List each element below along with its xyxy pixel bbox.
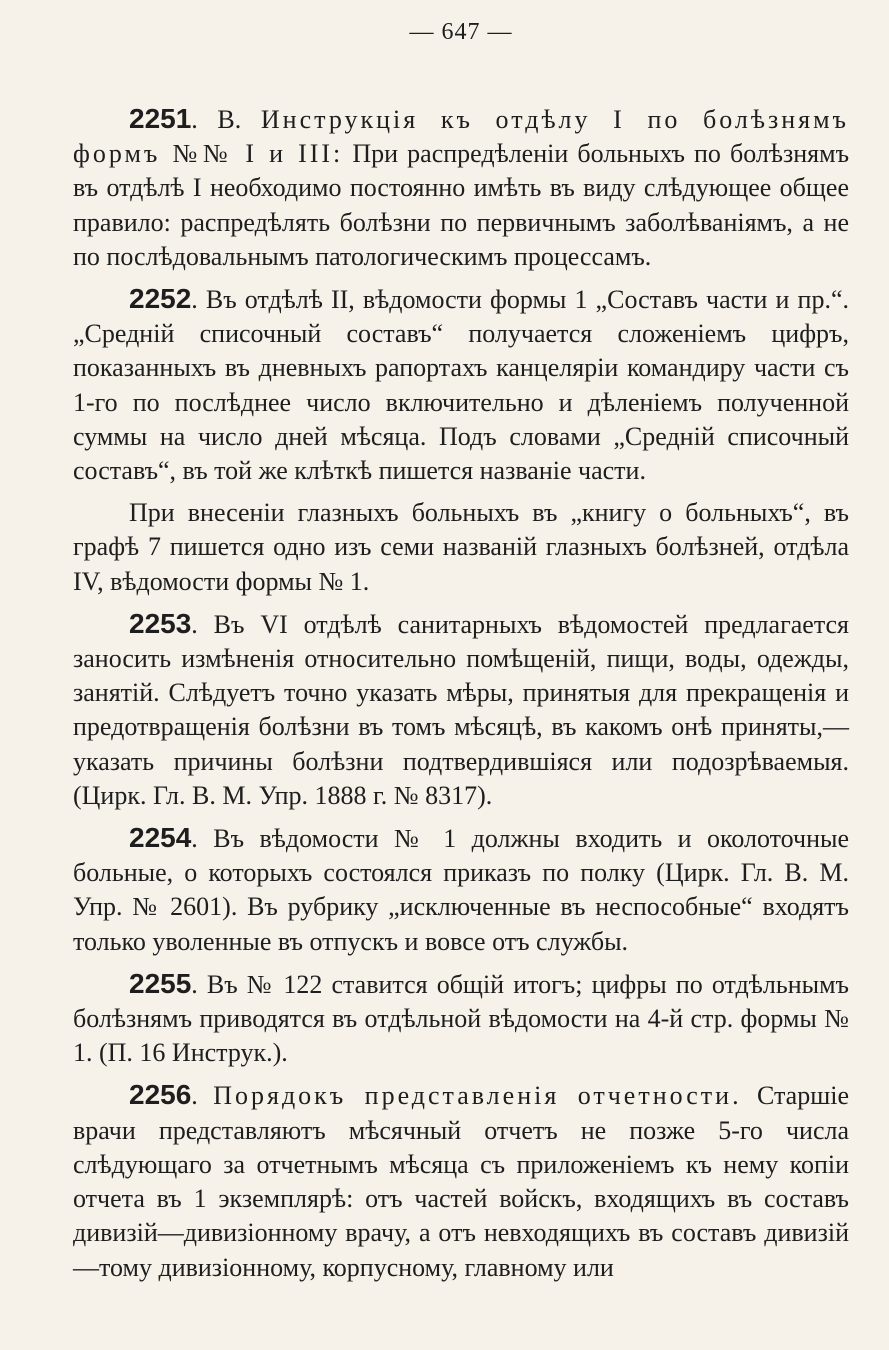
paragraph-2252 — [73, 282, 849, 488]
paragraph-text: . Въ VI отдѣлѣ санитарныхъ вѣдомостей предлагается заносить измѣненія относительно помѣщеній, пищи, воды, одежды, занятій. Слѣдуетъ точно указать мѣры, принятыя для прекращенія и предотвращенія болѣзни въ томъ мѣсяцѣ, въ какомъ онѣ приняты,—указать причины болѣзни подтвердившіяся или подозрѣваемыя. (Цирк. Гл. В. М. Упр. 1888 г. № 8317). — [73, 609, 849, 810]
paragraph-lead: . — [191, 1081, 214, 1111]
paragraph-number: 2254 — [129, 822, 192, 854]
section-title: Порядокъ представленія отчетности. — [213, 1081, 742, 1111]
paragraph-2251 — [73, 102, 849, 274]
paragraph-text: . Въ № 122 ставится общій итогъ; цифры по отдѣльнымъ болѣзнямъ приводятся въ отдѣльной вѣдомости на 4-й стр. формы № 1. (П. 16 Инструк.). — [73, 969, 849, 1068]
paragraph-lead: . В. — [191, 105, 261, 134]
paragraph-text: . Въ вѣдомости № 1 должны входить и околоточные больные, о которыхъ состоялся приказъ по полку (Цирк. Гл. В. М. Упр. № 2601). Въ рубрику „исключенные въ неспособные“ входятъ только уволенные въ отпускъ и вовсе отъ службы. — [73, 824, 849, 956]
paragraph-eye-patients — [73, 496, 849, 599]
paragraph-2253 — [73, 607, 849, 813]
paragraph-text: . Въ отдѣлѣ II, вѣдомости формы 1 „Составъ части и пр.“. „Среднiй списочный составъ“ получается сложенiемъ цифръ, показанныхъ въ дневныхъ рапортахъ канцеляріи командиру части съ 1-го по послѣднее число включительно и дѣленіемъ полученной суммы на число дней мѣсяца. Подъ словами „Среднiй списочный составъ“, въ той же клѣткѣ пишется названіе части. — [73, 285, 849, 486]
paragraph-2256 — [73, 1078, 849, 1284]
paragraph-2255 — [73, 967, 849, 1071]
paragraph-number: 2252 — [129, 283, 192, 315]
paragraph-text: При внесеніи глазныхъ больныхъ въ „книгу о больныхъ“, въ графѣ 7 пишется одно изъ семи названій глазныхъ болѣзней, отдѣла IV, вѣдомости формы № 1. — [73, 498, 849, 596]
page-number: — 647 — — [409, 19, 513, 45]
section-title: Инструкція къ отдѣлу I по болѣзнямъ формъ №№ I и III: — [73, 105, 850, 169]
paragraph-2254 — [73, 821, 849, 959]
paragraph-text: При распредѣленіи больныхъ по болѣзнямъ въ отдѣлѣ I необходимо постоянно имѣть въ виду слѣдующее общее правило: распредѣлять болѣзни по первичнымъ заболѣваніямъ, а не по послѣдовальнымъ патологическимъ процессамъ. — [73, 139, 850, 271]
paragraph-number: 2255 — [129, 967, 192, 999]
paragraph-text: Старшіе врачи представляютъ мѣсячный отчетъ не позже 5-го числа слѣдующаго за отчетнымъ мѣсяца съ приложеніемъ къ нему копіи отчета въ 1 экземплярѣ: отъ частей войскъ, входящихъ въ составъ дивизій—дивизіонному врачу, а отъ невходящихъ въ составъ дивизій—тому дивизіонному, корпусному, главному или — [73, 1081, 849, 1282]
paragraph-number: 2251 — [129, 103, 192, 134]
paragraph-number: 2253 — [129, 607, 192, 639]
paragraph-number: 2256 — [129, 1079, 192, 1111]
